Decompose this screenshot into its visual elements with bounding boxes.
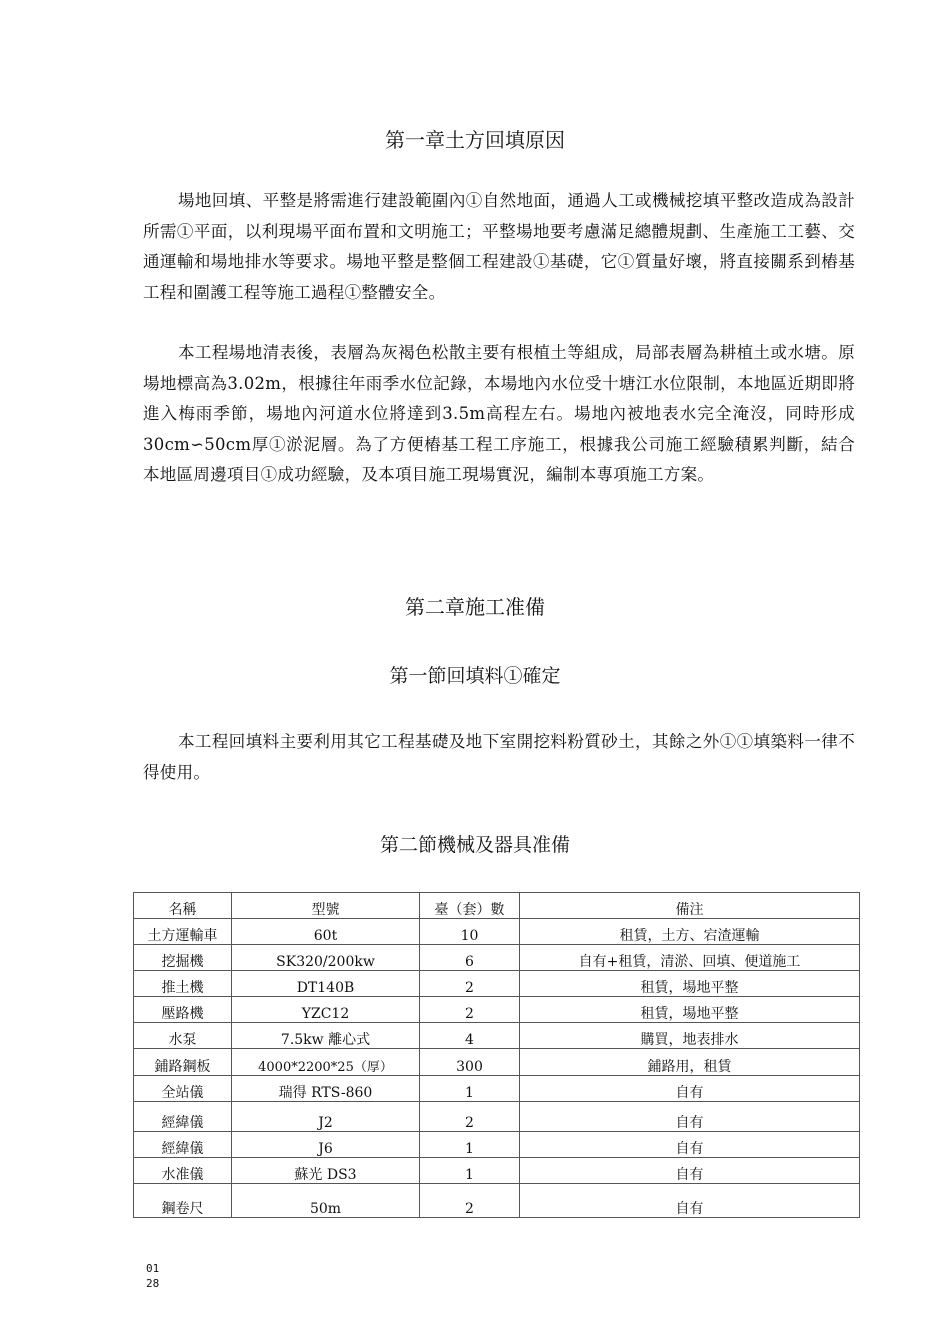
cell-remarks: 自有 <box>520 1132 860 1158</box>
header-model: 型號 <box>232 893 420 919</box>
cell-quantity: 2 <box>420 1102 520 1132</box>
cell-remarks: 購買，地表排水 <box>520 1023 860 1049</box>
cell-quantity: 2 <box>420 971 520 997</box>
cell-remarks: 租賃，場地平整 <box>520 997 860 1023</box>
cell-name: 挖掘機 <box>134 945 232 971</box>
table-row <box>134 1023 860 1049</box>
cell-name: 經緯儀 <box>134 1102 232 1132</box>
cell-quantity: 2 <box>420 997 520 1023</box>
cell-name: 推土機 <box>134 971 232 997</box>
cell-quantity: 1 <box>420 1158 520 1184</box>
cell-remarks: 自有+租賃，清淤、回填、便道施工 <box>520 945 860 971</box>
cell-quantity: 2 <box>420 1184 520 1218</box>
cell-name: 水准儀 <box>134 1158 232 1184</box>
cell-name: 土方運輸車 <box>134 919 232 945</box>
cell-model: 瑞得 RTS-860 <box>232 1076 420 1102</box>
cell-name: 壓路機 <box>134 997 232 1023</box>
cell-model: 4000*2200*25（厚） <box>232 1049 420 1076</box>
table-row <box>134 1076 860 1102</box>
table-row <box>134 971 860 997</box>
table-row <box>134 1184 860 1218</box>
header-quantity: 臺（套）數 <box>420 893 520 919</box>
cell-quantity: 10 <box>420 919 520 945</box>
table-row <box>134 1132 860 1158</box>
cell-remarks: 鋪路用，租賃 <box>520 1049 860 1076</box>
section-1-paragraph: 本工程回填料主要利用其它工程基礎及地下室開挖料粉質砂土，其餘之外①①填築料一律不得使用。 <box>143 732 855 782</box>
cell-quantity: 300 <box>420 1049 520 1076</box>
cell-model: YZC12 <box>232 997 420 1023</box>
chapter-1-title: 第一章土方回填原因 <box>385 128 565 152</box>
cell-name: 鋪路鋼板 <box>134 1049 232 1076</box>
cell-model: SK320/200kw <box>232 945 420 971</box>
cell-remarks: 租賃，土方、宕渣運輸 <box>520 919 860 945</box>
chapter-2-title: 第二章施工准備 <box>405 595 545 619</box>
header-name: 名稱 <box>134 893 232 919</box>
table-row <box>134 945 860 971</box>
footer-code-line-2: 28 <box>146 1277 160 1290</box>
table-row <box>134 1158 860 1184</box>
cell-remarks: 自有 <box>520 1102 860 1132</box>
cell-model: DT140B <box>232 971 420 997</box>
cell-name: 經緯儀 <box>134 1132 232 1158</box>
cell-model: J6 <box>232 1132 420 1158</box>
cell-model: 60t <box>232 919 420 945</box>
table-row <box>134 1049 860 1076</box>
cell-name: 鋼卷尺 <box>134 1184 232 1218</box>
footer-code-line-1: 01 <box>146 1262 160 1275</box>
cell-model: 50m <box>232 1184 420 1218</box>
equipment-table <box>133 892 860 1218</box>
header-remarks: 備注 <box>520 893 860 919</box>
table-header-row <box>134 893 860 919</box>
cell-quantity: 1 <box>420 1132 520 1158</box>
cell-remarks: 自有 <box>520 1076 860 1102</box>
cell-remarks: 租賃，場地平整 <box>520 971 860 997</box>
table-row <box>134 1102 860 1132</box>
cell-model: J2 <box>232 1102 420 1132</box>
section-1-title: 第一節回填料①確定 <box>389 665 561 687</box>
cell-quantity: 6 <box>420 945 520 971</box>
cell-quantity: 1 <box>420 1076 520 1102</box>
cell-quantity: 4 <box>420 1023 520 1049</box>
chapter-1-paragraph-1: 場地回填、平整是將需進行建設範圍內①自然地面，通過人工或機械挖填平整改造成為設計所需①平面，以利現場平面布置和文明施工；平整場地要考慮滿足總體規劃、生產施工工藝、交通運輸和場地排水等要求。場地平整是整個工程建設①基礎，它①質量好壞，將直接關系到樁基工程和圍護工程等施工過程①整體安全。 <box>143 191 855 302</box>
cell-remarks: 自有 <box>520 1158 860 1184</box>
cell-remarks: 自有 <box>520 1184 860 1218</box>
chapter-1-paragraph-2: 本工程場地清表後，表層為灰褐色松散主要有根植土等組成，局部表層為耕植土或水塘。原場地標高為3.02m，根據往年雨季水位記錄，本場地內水位受十塘江水位限制，本地區近期即將進入梅雨季節，場地內河道水位將達到3.5m高程左右。場地內被地表水完全淹沒，同時形成30cm∽50cm厚①淤泥層。為了方便樁基工程工序施工，根據我公司施工經驗積累判斷，結合本地區周邊項目①成功經驗，及本項目施工現場實況，編制本專項施工方案。 <box>143 343 855 484</box>
table-row <box>134 997 860 1023</box>
cell-name: 水泵 <box>134 1023 232 1049</box>
cell-model: 7.5kw 離心式 <box>232 1023 420 1049</box>
section-2-title: 第二節機械及器具准備 <box>379 834 570 856</box>
cell-model: 蘇光 DS3 <box>232 1158 420 1184</box>
cell-name: 全站儀 <box>134 1076 232 1102</box>
table-row <box>134 919 860 945</box>
